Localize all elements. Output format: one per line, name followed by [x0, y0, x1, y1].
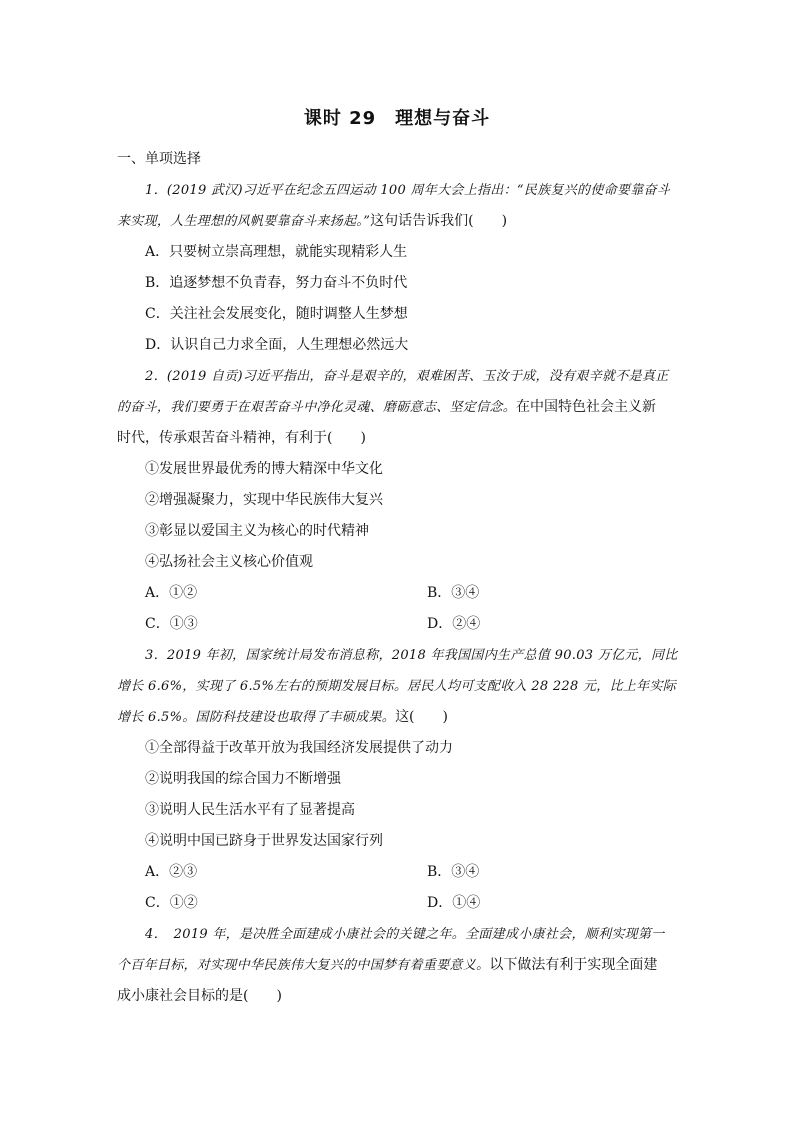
question-3-option-a[interactable]: A．②③ [145, 864, 198, 880]
question-3-statement-3: ③说明人民生活水平有了显著提高 [145, 802, 355, 818]
question-4-stem-line-1: 4． 2019 年，是决胜全面建成小康社会的关键之年。全面建成小康社会，顺利实现第一 [145, 927, 665, 942]
question-2-stem-line-2 [117, 392, 682, 423]
question-3-statement-1: ①全部得益于改革开放为我国经济发展提供了动力 [145, 740, 453, 756]
question-3-option-b[interactable]: B．③④ [427, 864, 480, 880]
page-title: 课时 29 理想与奋斗 [303, 108, 491, 129]
question-2-stem-line-1: 2．(2019 自贡)习近平指出，奋斗是艰辛的，艰难困苦、玉汝于成，没有艰辛就不是真正 [145, 369, 669, 384]
question-4-context: 以下做法有利于实现全面建 [489, 957, 658, 973]
question-1-option-d[interactable]: D．认识自己力求全面，人生理想必然远大 [145, 337, 409, 353]
question-1-stem-line-1: 1．(2019 武汉)习近平在纪念五四运动 100 周年大会上指出：“民族复兴的使命要靠奋斗 [145, 183, 671, 198]
question-3-prompt: 这( ) [395, 709, 448, 725]
question-2-statement-4: ④弘扬社会主义核心价值观 [145, 554, 313, 570]
question-2-stem-line-3: 时代，传承艰苦奋斗精神，有利于( ) [117, 430, 366, 446]
question-3-statement-2: ②说明我国的综合国力不断增强 [145, 771, 341, 787]
question-3-options-row-1 [117, 857, 682, 888]
question-3-stem-line-2: 增长 6.6%，实现了 6.5%左右的预期发展目标。居民人均可支配收入 28 228 元，比上年实际 [117, 679, 677, 694]
section-heading: 一、单项选择 [117, 151, 201, 167]
question-3-stem-line-1: 3．2019 年初，国家统计局发布消息称，2018 年我国国内生产总值 90.03 万亿元，同比 [145, 648, 678, 663]
question-2-option-b[interactable]: B．③④ [427, 585, 480, 601]
question-4-stem-quote: 个百年目标，对实现中华民族伟大复兴的中国梦有着重要意义。 [117, 958, 490, 973]
question-4-stem-line-3: 成小康社会目标的是( ) [117, 988, 282, 1004]
question-3-statement-4: ④说明中国已跻身于世界发达国家行列 [145, 833, 383, 849]
question-3-stem-end: 增长 6.5%。国防科技建设也取得了丰硕成果。 [117, 710, 396, 725]
question-2-statement-3: ③彰显以爱国主义为核心的时代精神 [145, 523, 369, 539]
question-3-option-d[interactable]: D．①④ [427, 895, 481, 911]
question-1-option-c[interactable]: C．关注社会发展变化，随时调整人生梦想 [145, 306, 408, 322]
question-3-option-c[interactable]: C．①② [145, 895, 198, 911]
question-3-options-row-2 [117, 888, 682, 919]
question-2-quote: 的奋斗，我们要勇于在艰苦奋斗中净化灵魂、磨砺意志、坚定信念。 [117, 400, 517, 415]
question-2-option-d[interactable]: D．②④ [427, 616, 481, 632]
question-1-stem-line-2 [117, 206, 682, 237]
question-4-stem-line-2 [117, 950, 682, 981]
document-body [117, 144, 682, 1012]
question-2-options-row-1 [117, 578, 682, 609]
question-2-context: 在中国特色社会主义新 [516, 399, 657, 415]
question-1-quote-end: 来实现，人生理想的风帆要靠奋斗来扬起。” [117, 214, 371, 229]
question-1-option-b[interactable]: B．追逐梦想不负青春，努力奋斗不负时代 [145, 275, 408, 291]
question-1-option-a[interactable]: A．只要树立崇高理想，就能实现精彩人生 [145, 244, 408, 260]
question-2-option-c[interactable]: C．①③ [145, 616, 198, 632]
question-2-option-a[interactable]: A．①② [145, 585, 198, 601]
question-1-prompt: 这句话告诉我们( ) [370, 213, 508, 229]
question-3-stem-line-3 [117, 702, 682, 733]
question-2-options-row-2 [117, 609, 682, 640]
question-2-statement-2: ②增强凝聚力，实现中华民族伟大复兴 [145, 492, 383, 508]
question-2-statement-1: ①发展世界最优秀的博大精深中华文化 [145, 461, 383, 477]
